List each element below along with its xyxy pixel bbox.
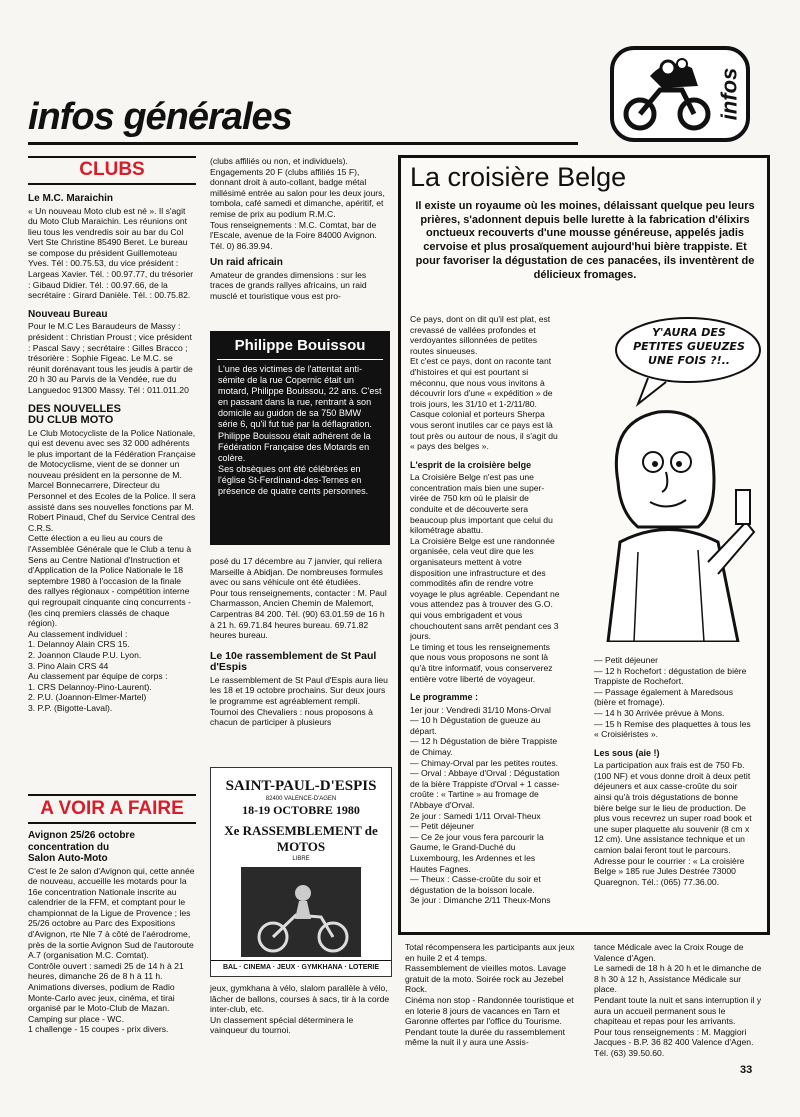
avignon-text: C'est le 2e salon d'Avignon qui, cette année de nouveau, accueille les motards pour la 16e concentration Nationale inscrite au calendrier de la FFM, et comptant pour le championnat de la Ligue de Provence ; les 25/26 octobre au Parc des Expositions d'Avignon, rte Nle 7 à côté de l'aérodrome, près de la sortie Avignon Sud de l'autoroute A.7 (organisation M.C. Comtat). Contrôle ouvert : samedi 25 de 14 h à 21 heures, dimanche 26 de 8 h à 11 h. Animations diverses, podium de Radio Monte-Carlo avec jeux, cinéma, et tirai organisé par le Moto-Club de Mazan. Camping sur place - WC. 1 challenge - 15 coupes - prix divers. — [28, 865, 195, 1035]
monk-cartoon — [578, 312, 764, 642]
croisiere-title: La croisière Belge — [410, 162, 627, 192]
programme-text: 1er jour : Vendredi 31/10 Mons-Orval — 10 h Dégustation de gueuze au départ. — 12 h Dégustation de bière Trappiste de Chimay. — Chimay-Orval par les petites routes. — Orval : Abbaye d'Orval : Dégustation de la bière Trappiste d'Orval + 1 casse-croûte : « Tartine » au fromage de l'Abbaye d'Orval. 2e jour : Samedi 1/11 Orval-Theux — Petit déjeuner — Ce 2e jour vous fera parcourir la Gaume, le Grand-Duché du Luxembourg, les Ardennes et les Hautes Fagnes. — Theux : Casse-croûte du soir et dégustation de la boisson locale. 3e jour : Dimanche 2/11 Theux-Mons — [410, 704, 560, 906]
nouvelles-text: Le Club Motocycliste de la Police Nationale, qui est devenu avec ses 32 000 adhérents le plus important de la Fédération Française de Motocyclisme, vient de se donner un nouveau président en la personne de M. Marcel Bonnecarrere, Directeur du Personnel et des Ecoles de la Police. Il sera assisté dans ses nouvelles fonctions par M. Robert Pinaud, Chef du Service Central des C.R.S. Cette élection a eu lieu au cours de l'Assemblée Générale que le Club a tenu à Sens au Centre National d'Instruction et d'Application de la Police Nationale le 18 septembre 1980 à l'occasion de la finale des rallyes régionaux - compétition interne qui regroupait cinquante cinq concurrents - (les cinq premiers classés de chaque région). Au classement individuel : 1. Delannoy Alain CRS 15. 2. Joannon Claude P.U. Lyon. 3. Pino Alain CRS 44 Au classement par équipe de corps : 1. CRS Delannoy-Pino-Laurent). 2. P.U. (Joannon-Elmer-Martel) 3. P.P. (Bigotte-Laval). — [28, 427, 196, 713]
maraichin-title: Le M.C. Maraichin — [28, 193, 114, 204]
clubs-heading-box — [28, 156, 196, 185]
nouvelles-title: DES NOUVELLES DU CLUB MOTO — [28, 402, 121, 426]
page-number: 33 — [740, 1064, 753, 1076]
clubs-heading: CLUBS — [79, 159, 145, 180]
speech-bubble-text: Y'AURA DES PETITES GUEUZES UNE FOIS ?!.. — [633, 326, 745, 367]
column-2-middle — [210, 556, 390, 728]
poster-photo — [241, 867, 361, 957]
poster-line-2: 82400 VALENCE-D'AGEN — [265, 796, 337, 802]
sous-text: La participation aux frais est de 750 Fb. (100 NF) et vous donne droit à deux petit déjeuners et aux casse-croûte du soir ainsi qu'à trois dégustations de bonne bière belge sur le lieu de production. De plus vous recevrez un super road book et une super plaquette alu souvenir (8 cm x 12 cm). Une assistance technique et un camion balai feront tout le parcours. Adresse pour le courrier : « La croisière Belge » 185 rue Jules Destrée 73000 Quaregnon. Tél.: (065) 77.36.00. — [594, 760, 752, 887]
esprit-text: La Croisière Belge n'est pas une concentration mais bien une super-virée de 750 km où le plaisir de conduite et de découverte sera beaucoup plus important que celui du kilométrage abattu. La Croisière Belge est une randonnée organisée, cela veut dire que les organisateurs mettent à votre disposition une infrastructure et des commodités afin de rendre votre voyage le plus agréable. Cependant ne vous attendez pas à trouver des G.O. qui vous embrigadent et vous chouchoutent sans arrêt pendant ces 3 jours. Le timing et tous les renseignements que nous vous proposons ne sont là qu'à titre informatif, vous conserverez entière votre liberté de voyageur. — [410, 472, 560, 684]
poster-line-6: BAL · CINEMA · JEUX · GYMKHANA · LOTERIE — [211, 960, 391, 972]
raid-title: Un raid africain — [210, 257, 283, 269]
espis-poster — [210, 767, 392, 977]
bureau-text: Pour le M.C Les Baraudeurs de Massy : président : Christian Proust ; vice président : Pascal Savy ; secrétaire : Gilles Bracco ; trésorière : Sophie Figeac. Le M.C. se réunit dorénavant tous les jeudis à partir de 20 h 30 au Parvis de la Vendée, rue du Languedoc 91300 Massy. Tél : 011.011.20 — [28, 321, 193, 395]
avignon-continued: (clubs affiliés ou non, et individuels). Engagements 20 F (clubs affiliés 15 F), donnant droit à auto-collant, badge métal millésimé entrée au salon pour les deux jours, tombola, café samedi et dimanche, apéritif, et remise de prix au podium R.M.C. Tous renseignements : M.C. Comtat, bar de l'Escale, avenue de la Foire 84000 Avignon. Tél. 0) 86.39.94. — [210, 156, 385, 251]
bouissou-text: L'une des victimes de l'attentat anti-sémite de la rue Copernic était un motard, Philippe Bouissou, 22 ans. C'est en passant dans la rue, rentrant à son domicile au guidon de sa 750 BMW série 6, qu'il fut tué par la déflagration. Philippe Bouissou était adhérent de la Fédération Française des Motards en colère. Ses obsèques ont été célébrées en l'église St-Ferdinand-des-Ternes en présence de quatre cents personnes. — [218, 364, 382, 497]
poster-line-3: 18-19 OCTOBRE 1980 — [242, 803, 360, 817]
voir-heading: A VOIR A FAIRE — [40, 798, 184, 819]
esprit-title: L'esprit de la croisière belge — [410, 459, 532, 470]
bouissou-title: Philippe Bouissou — [234, 337, 366, 354]
avignon-title: Avignon 25/26 octobre concentration du Salon Auto-Moto — [28, 830, 135, 864]
header-rule — [28, 142, 578, 145]
raid-text: Amateur de grandes dimensions : sur les traces de grands rallyes africains, un raid musclé et touristique vous est pro- — [210, 269, 367, 302]
bureau-title: Nouveau Bureau — [28, 308, 108, 320]
column-2-top — [210, 156, 390, 302]
poster-line-5: LIBRE — [292, 856, 310, 862]
croisiere-p1: Ce pays, dont on dit qu'il est plat, est crevassé de vallées profondes et verdoyantes sillonnées de petites routes sinueuses. Et c'est ce pays, dont on raconte tant d'histoires et qui est pourtant si méconnu, que nous vous invitons à découvrir lors d'une « expédition » de trois jours, les 31/10 et 1-2/11/80. Casque colonial et porteurs Sherpa vous seront inutiles car ce pays est là tout près ou autour de nous, il s'agit du « pays des belges ». — [410, 314, 558, 452]
programme-title: Le programme : — [410, 692, 479, 703]
clubs-section — [28, 156, 196, 714]
bottom-text-a: Total récompensera les participants aux jeux en huile 2 et 4 temps. Rassemblement de vieilles motos. Lavage gratuit de la moto. Soirée rock au Jezebel Rock. Cinéma non stop - Randonnée touristique et en loterie 8 jours de vacances en Tarn et Garonne offertes par l'office du Tourisme. Pendant toute la durée du rassemblement même la nuit il y aura une Assis- — [405, 942, 575, 1048]
bottom-col-a — [405, 942, 575, 1048]
poster-line-4: Xe RASSEMBLEMENT de MOTOS — [224, 823, 378, 854]
bottom-col-b — [594, 942, 764, 1059]
bottom-text-b: tance Médicale avec la Croix Rouge de Valence d'Agen. Le samedi de 18 h à 20 h et le dimanche de 8 h 30 à 12 h, Assistance Médicale sur place. Pendant toute la nuit et sans interruption il y aura un accueil permanent sous le chapiteau et repas pour les arrivants. Pour tous renseignements : M. Maggiori Jacques - B.P. 36 82 400 Valence d'Agen. Tél. (63) 39.50.60. — [594, 942, 762, 1058]
right-list: — Petit déjeuner — 12 h Rochefort : dégustation de bière Trappiste de Rochefort. — Passage également à Maredsous (bière et fromage). — 14 h 30 Arrivée prévue à Mons. — 15 h Remise des plaquettes à tous les « Croisiéristes ». — [594, 655, 751, 740]
bouissou-box — [210, 331, 390, 545]
croisiere-header — [410, 160, 760, 282]
voir-section — [28, 794, 196, 1035]
bouissou-rule — [217, 359, 383, 360]
croisiere-col-left — [410, 314, 562, 906]
infos-logo — [610, 46, 750, 142]
voir-heading-box — [28, 794, 196, 824]
espis-text: Le rassemblement de St Paul d'Espis aura lieu les 18 et 19 octobre prochains. Sur deux jours le programme est agréablement rempli. Tournoi des Chevaliers : nous proposons à chacun de participer à plusieurs — [210, 674, 388, 728]
poster-line-1: SAINT-PAUL-D'ESPIS — [225, 778, 377, 794]
rider-photo-icon — [241, 867, 361, 957]
logo-text: infos — [716, 67, 741, 121]
espis-title: Le 10e rassemblement de St Paul d'Espis — [210, 649, 377, 674]
sous-title: Les sous (aie !) — [594, 747, 660, 758]
croisiere-col-right — [594, 655, 754, 887]
croisiere-intro: Il existe un royaume où les moines, délaissant quelque peu leurs prières, s'adonnent depuis belle lurette à la fabrication d'élixirs onctueux recouverts d'une mousse généreuse, appelés jadis cervoise et plus prosaïquement aujourd'hui bière trappiste. Et pour favoriser la dégustation de ces panacées, ils inventèrent de délicieux fromages. — [415, 200, 755, 281]
raid-continued: posé du 17 décembre au 7 janvier, qui reliera Marseille à Abidjan. De nombreuses formules avec ou sans véhicule ont été étudiées. Pour tous renseignements, contacter : M. Paul Charmasson, Ancien Chemin de Malemort, Carpentras 84 200. Tél. (90) 63.01.59 de 16 h à 21 h. 69.71.84 heures bureau. 69.71.82 heures bureau. — [210, 556, 387, 641]
maraichin-text: « Un nouveau Moto club est né ». Il s'agit du Moto Club Maraichin. Les réunions ont lieu tous les vendredis soir au bar du Col Vert Ste Christine 85490 Beret. Le bureau se compose du président Guillemoteau Yves. Tél : 00.75.53, du vice président : Largeas Xavier. Tél. : 00.97.77, du trésorier : Gibaud Didier. Tél. : 00.97.66, de la secrétaire : Girard Danièle. Tél. : 00.75.82. — [28, 205, 194, 301]
espis-continued: jeux, gymkhana à vélo, slalom parallèle à vélo, lâcher de ballons, courses à sacs, tir à la corde inter-club, etc. Un classement spécial déterminera le vainqueur du tournoi. — [210, 983, 390, 1036]
page-title: infos générales — [28, 96, 292, 138]
column-2-bottom — [210, 983, 390, 1036]
